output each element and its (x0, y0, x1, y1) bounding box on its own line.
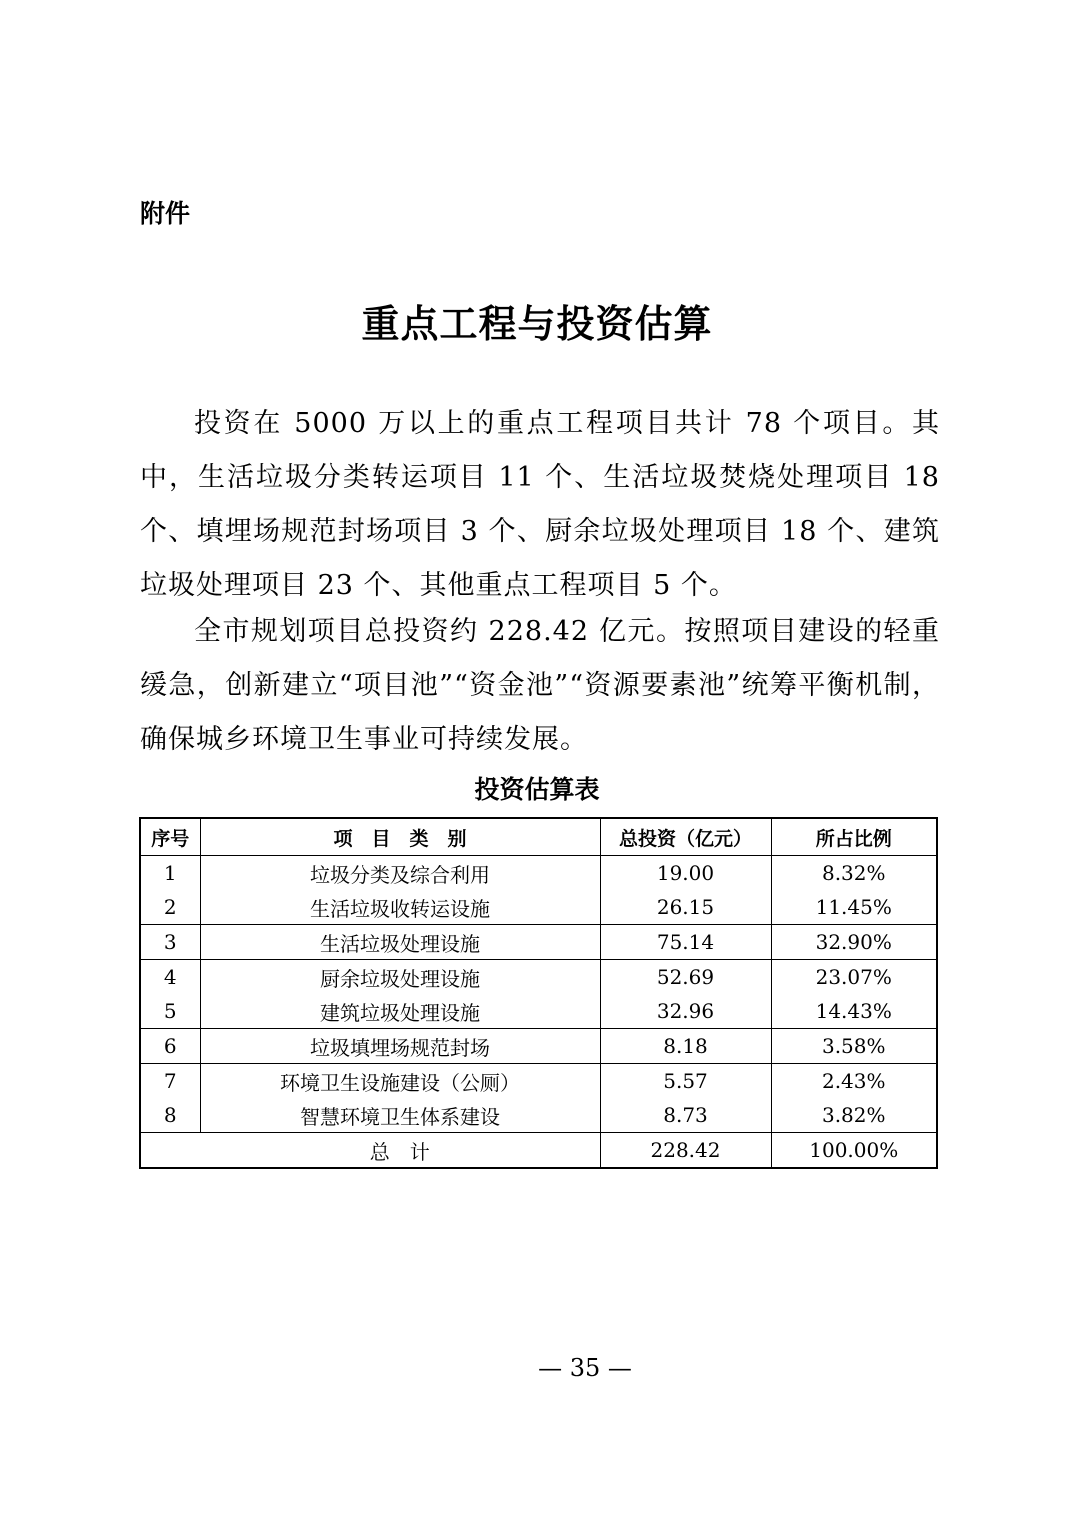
cell-total-investment: 19.00 (600, 856, 771, 891)
cell-total-investment: 5.57 (600, 1064, 771, 1099)
cell-project-category: 垃圾分类及综合利用 (200, 856, 600, 891)
cell-serial-number: 2 (140, 890, 200, 925)
cell-proportion: 23.07% (771, 960, 937, 995)
cell-project-category: 建筑垃圾处理设施 (200, 994, 600, 1029)
cell-total-label: 总 计 (200, 1133, 600, 1169)
cell-proportion: 3.58% (771, 1029, 937, 1064)
investment-table-wrapper (139, 817, 936, 1169)
document-title: 重点工程与投资估算 (361, 301, 713, 346)
cell-project-category: 生活垃圾收转运设施 (200, 890, 600, 925)
page-number: — 35 — (538, 1354, 632, 1382)
cell-proportion: 14.43% (771, 994, 937, 1029)
cell-serial-number: 5 (140, 994, 200, 1029)
cell-serial-number: 3 (140, 925, 200, 960)
cell-total-investment: 52.69 (600, 960, 771, 995)
cell-serial-number: 1 (140, 856, 200, 891)
cell-project-category: 智慧环境卫生体系建设 (200, 1098, 600, 1133)
table-title: 投资估算表 (474, 775, 600, 804)
table-row (140, 1064, 937, 1099)
table-row (140, 994, 937, 1029)
table-header-row (140, 818, 937, 856)
cell-total-investment: 228.42 (600, 1133, 771, 1169)
cell-total-investment: 32.96 (600, 994, 771, 1029)
body-paragraph-1: 投资在 5000 万以上的重点工程项目共计 78 个项目。其中，生活垃圾分类转运项目 11 个、生活垃圾焚烧处理项目 18 个、填埋场规范封场项目 3 个、厨余垃圾处理项目 18 个、建筑垃圾处理项目 23 个、其他重点工程项目 5 个。 (140, 408, 940, 601)
cell-total-investment: 75.14 (600, 925, 771, 960)
table-row (140, 1029, 937, 1064)
cell-proportion: 32.90% (771, 925, 937, 960)
header-proportion: 所占比例 (771, 818, 937, 856)
body-paragraph-2: 全市规划项目总投资约 228.42 亿元。按照项目建设的轻重缓急，创新建立“项目池”“资金池”“资源要素池”统筹平衡机制，确保城乡环境卫生事业可持续发展。 (140, 616, 940, 755)
cell-total-investment: 8.18 (600, 1029, 771, 1064)
cell-total-investment: 8.73 (600, 1098, 771, 1133)
cell-project-category: 垃圾填埋场规范封场 (200, 1029, 600, 1064)
table-row (140, 890, 937, 925)
cell-serial-number: 4 (140, 960, 200, 995)
cell-project-category: 生活垃圾处理设施 (200, 925, 600, 960)
cell-serial-number: 8 (140, 1098, 200, 1133)
cell-total-investment: 26.15 (600, 890, 771, 925)
table-row (140, 856, 937, 891)
cell-proportion: 2.43% (771, 1064, 937, 1099)
table-row (140, 960, 937, 995)
attachment-label: 附件 (140, 199, 191, 228)
cell-project-category: 厨余垃圾处理设施 (200, 960, 600, 995)
cell-total-proportion: 100.00% (771, 1133, 937, 1169)
cell-proportion: 8.32% (771, 856, 937, 891)
header-total-investment: 总投资（亿元） (600, 818, 771, 856)
table-row (140, 1098, 937, 1133)
cell-serial-number: 6 (140, 1029, 200, 1064)
table-row (140, 925, 937, 960)
header-serial-number: 序号 (140, 818, 200, 856)
cell-project-category: 环境卫生设施建设（公厕） (200, 1064, 600, 1099)
table-total-row (140, 1133, 937, 1169)
cell-serial-number: 7 (140, 1064, 200, 1099)
cell-proportion: 11.45% (771, 890, 937, 925)
cell-proportion: 3.82% (771, 1098, 937, 1133)
header-project-category: 项 目 类 别 (200, 818, 600, 856)
investment-estimate-table (139, 817, 938, 1169)
cell-total-spacer (140, 1133, 200, 1169)
